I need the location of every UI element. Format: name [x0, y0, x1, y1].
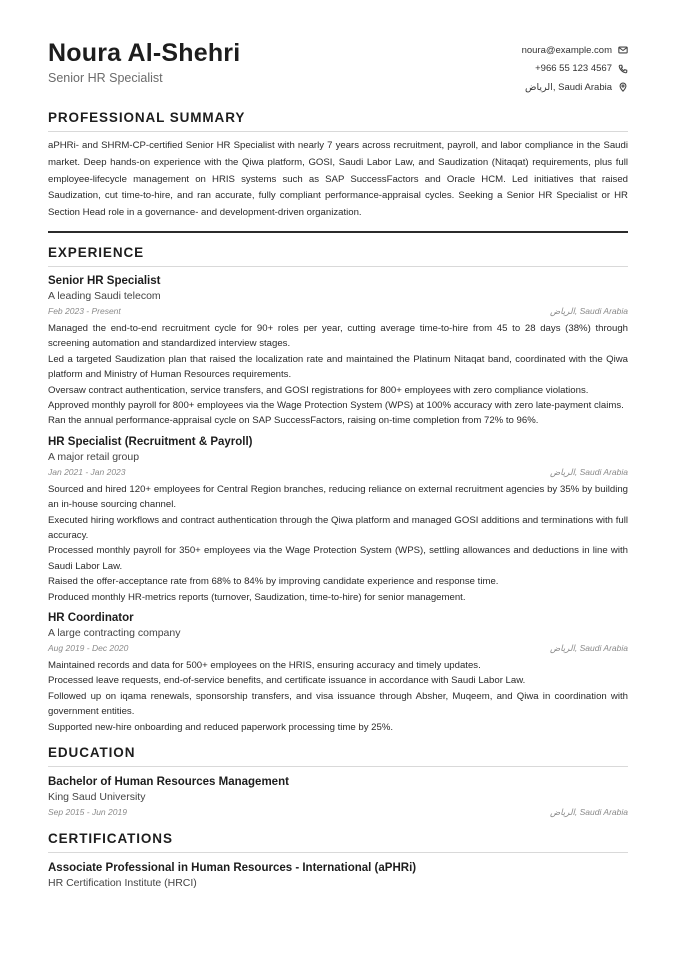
contact-email[interactable]: noura@example.com	[521, 44, 612, 56]
job-title: Senior HR Specialist	[48, 274, 161, 287]
summary-heading: PROFESSIONAL SUMMARY	[48, 110, 246, 125]
job-bullet: Maintained records and data for 500+ employees on the HRIS, ensuring accuracy and timely updates.	[48, 660, 481, 672]
section-divider	[48, 266, 628, 267]
phone-icon	[618, 64, 628, 74]
contact-phone-row[interactable]	[522, 60, 628, 79]
job-bullet: Led a targeted Saudization plan that raised the localization rate and maintained the Platinum Nitaqat band, coordinated with the Qiwa platform and Ministry of Human Resources requirements.	[48, 353, 628, 381]
job-bullet: Approved monthly payroll for 800+ employees via the Wage Protection System (WPS) at 100% accuracy with zero late-payment claims.	[48, 400, 624, 412]
education-entry	[48, 776, 628, 819]
job-location: الرياض, Saudi Arabia	[550, 643, 628, 654]
job-bullet: Processed monthly payroll for 350+ employees via the Wage Protection System (WPS), settling allowances and deductions in line with Saudi Labor Law.	[48, 545, 628, 572]
candidate-role: Senior HR Specialist	[48, 71, 163, 85]
certification-entry	[48, 862, 628, 889]
job-dates: Feb 2023 - Present	[48, 305, 121, 316]
job-dates: Aug 2019 - Dec 2020	[48, 643, 129, 654]
summary-text: aPHRi- and SHRM-CP-certified Senior HR Specialist with nearly 7 years across recruitment, payroll, and labor compliance in the Saudi market. Deep hands-on experience with the Qiwa platform, GOSI, Saudi Labor Law, and Saudization (Nitaqat) requirements, plus full employee-lifecycle management on HRIS systems such as SAP SuccessFactors and Oracle HCM. Led initiatives that raised Saudization, cut time-to-hire, and ran accurate, fully compliant performance-appraisal cycles. Seeking a Senior HR Specialist or HR Section Head role in a governance- and development-driven organization.	[48, 140, 628, 219]
job-title: HR Specialist (Recruitment & Payroll)	[48, 435, 253, 448]
job-bullet: Followed up on iqama renewals, sponsorship transfers, and visa issuance through Absher, Muqeem, and Qiwa in coordination with government entities.	[48, 690, 628, 718]
job-company: A large contracting company	[48, 627, 181, 640]
job-bullets	[48, 658, 628, 735]
certification-issuer: HR Certification Institute (HRCI)	[48, 877, 197, 890]
education-dates: Sep 2015 - Jun 2019	[48, 807, 127, 818]
section-divider	[48, 766, 628, 767]
job-meta	[48, 306, 628, 318]
job-company: A major retail group	[48, 450, 140, 463]
job-company: A leading Saudi telecom	[48, 289, 161, 302]
education-section	[48, 745, 628, 819]
summary-section	[48, 110, 628, 233]
job-bullet: Ran the annual performance-appraisal cycle on SAP SuccessFactors, raising on-time completion from 72% to 96%.	[48, 415, 539, 427]
job-bullet: Executed hiring workflows and contract authentication through the Qiwa platform and managed GOSI additions and terminations with full accuracy.	[48, 514, 628, 542]
contact-email-row[interactable]	[522, 41, 628, 60]
candidate-name: Noura Al-Shehri	[48, 39, 241, 67]
school-name: King Saud University	[48, 791, 146, 804]
job-bullet: Oversaw contract authentication, service transfers, and GOSI registrations for 800+ employees with zero compliance violations.	[48, 384, 589, 396]
job-location: الرياض, Saudi Arabia	[550, 466, 628, 477]
certification-name: Associate Professional in Human Resources - International (aPHRi)	[48, 862, 417, 875]
job-entry	[48, 436, 628, 605]
mail-icon	[618, 45, 628, 55]
experience-heading: EXPERIENCE	[48, 244, 145, 260]
certifications-section	[48, 831, 628, 889]
job-bullet: Managed the end-to-end recruitment cycle for 90+ roles per year, cutting average time-to-hire from 45 to 28 days (38%) through screening automation and standardized interview stages.	[48, 322, 628, 350]
job-bullet: Supported new-hire onboarding and reduced paperwork processing time by 25%.	[48, 721, 394, 733]
contact-block	[522, 41, 628, 97]
job-bullet: Processed leave requests, end-of-service benefits, and certificate issuance in accordance with Saudi Labor Law.	[48, 675, 526, 687]
job-bullet: Produced monthly HR-metrics reports (turnover, Saudization, time-to-hire) for senior management.	[48, 591, 466, 603]
certifications-heading: CERTIFICATIONS	[48, 831, 173, 847]
map-pin-icon	[618, 82, 628, 92]
job-bullets	[48, 482, 628, 605]
job-entry	[48, 275, 628, 429]
contact-location-row	[522, 78, 628, 97]
section-divider	[48, 852, 628, 853]
resume-header	[48, 38, 628, 96]
job-meta	[48, 643, 628, 655]
summary-bottom-rule	[48, 231, 628, 233]
section-divider	[48, 131, 628, 132]
education-meta	[48, 807, 628, 819]
job-title: HR Coordinator	[48, 612, 134, 625]
contact-phone[interactable]: +966 55 123 4567	[535, 63, 612, 75]
job-location: الرياض, Saudi Arabia	[550, 305, 628, 316]
job-bullet: Raised the offer-acceptance rate from 68% to 84% by improving candidate experience and response time.	[48, 576, 499, 588]
degree-title: Bachelor of Human Resources Management	[48, 776, 289, 789]
education-location: الرياض, Saudi Arabia	[550, 807, 628, 818]
contact-location: الرياض, Saudi Arabia	[525, 81, 612, 93]
experience-section	[48, 245, 628, 735]
job-meta	[48, 467, 628, 479]
job-bullets	[48, 321, 628, 429]
job-bullet: Sourced and hired 120+ employees for Central Region branches, reducing reliance on external recruitment agencies by 35% by building an in-house sourcing channel.	[48, 483, 628, 511]
job-entry	[48, 612, 628, 735]
job-dates: Jan 2021 - Jan 2023	[48, 466, 126, 477]
education-heading: EDUCATION	[48, 745, 136, 761]
